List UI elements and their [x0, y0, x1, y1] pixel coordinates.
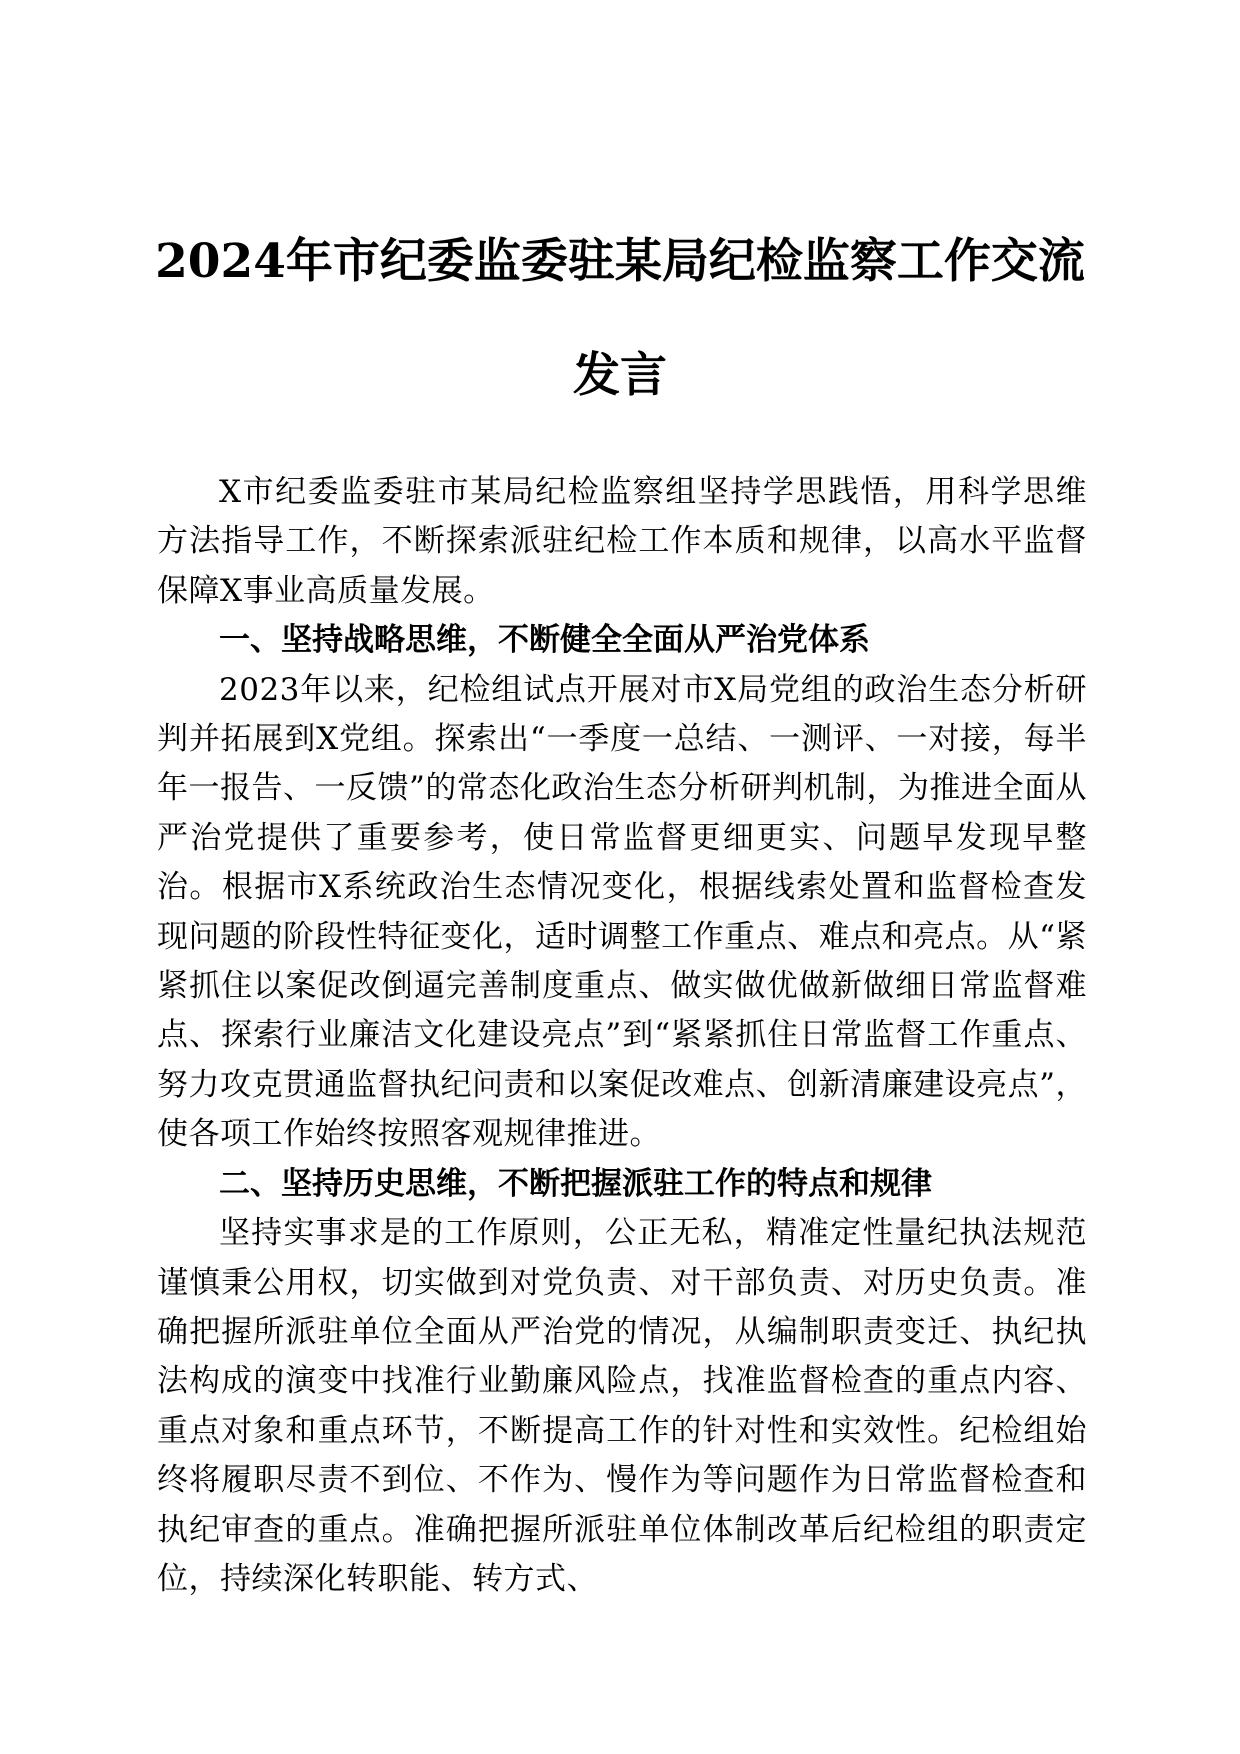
section2-heading: 二、坚持历史思维，不断把握派驻工作的特点和规律: [219, 1165, 932, 1202]
section1-heading: 一、坚持战略思维，不断健全全面从严治党体系: [219, 622, 870, 659]
document-body: [157, 468, 1087, 1604]
section2-paragraph: 坚持实事求是的工作原则，公正无私，精准定性量纪执法规范谨慎秉公用权，切实做到对党负责、对干部负责、对历史负责。准确把握所派驻单位全面从严治党的情况，从编制职责变迁、执纪执法构成的演变中找准行业勤廉风险点，找准监督检查的重点内容、重点对象和重点环节，不断提高工作的针对性和实效性。纪检组始终将履职尽责不到位、不作为、慢作为等问题作为日常监督检查和执纪审查的重点。准确把握所派驻单位体制改革后纪检组的职责定位，持续深化转职能、转方式、: [157, 1215, 1087, 1597]
document-title-line1: 2024年市纪委监委驻某局纪检监察工作交流: [155, 234, 1085, 289]
section1-paragraph: 2023年以来，纪检组试点开展对市X局党组的政治生态分析研判并拓展到X党组。探索出“一季度一总结、一测评、一对接，每半年一报告、一反馈”的常态化政治生态分析研判机制，为推进全面从严治党提供了重要参考，使日常监督更细更实、问题早发现早整治。根据市X系统政治生态情况变化，根据线索处置和监督检查发现问题的阶段性特征变化，适时调整工作重点、难点和亮点。从“紧紧抓住以案促改倒逼完善制度重点、做实做优做新做细日常监督难点、探索行业廉洁文化建设亮点”到“紧紧抓住日常监督工作重点、努力攻克贯通监督执纪问责和以案促改难点、创新清廉建设亮点”，使各项工作始终按照客观规律推进。: [157, 671, 1087, 1153]
intro-paragraph: X市纪委监委驻市某局纪检监察组坚持学思践悟，用科学思维方法指导工作，不断探索派驻纪检工作本质和规律，以高水平监督保障X事业高质量发展。: [157, 474, 1087, 609]
document-title-line2: 发言: [573, 348, 667, 403]
